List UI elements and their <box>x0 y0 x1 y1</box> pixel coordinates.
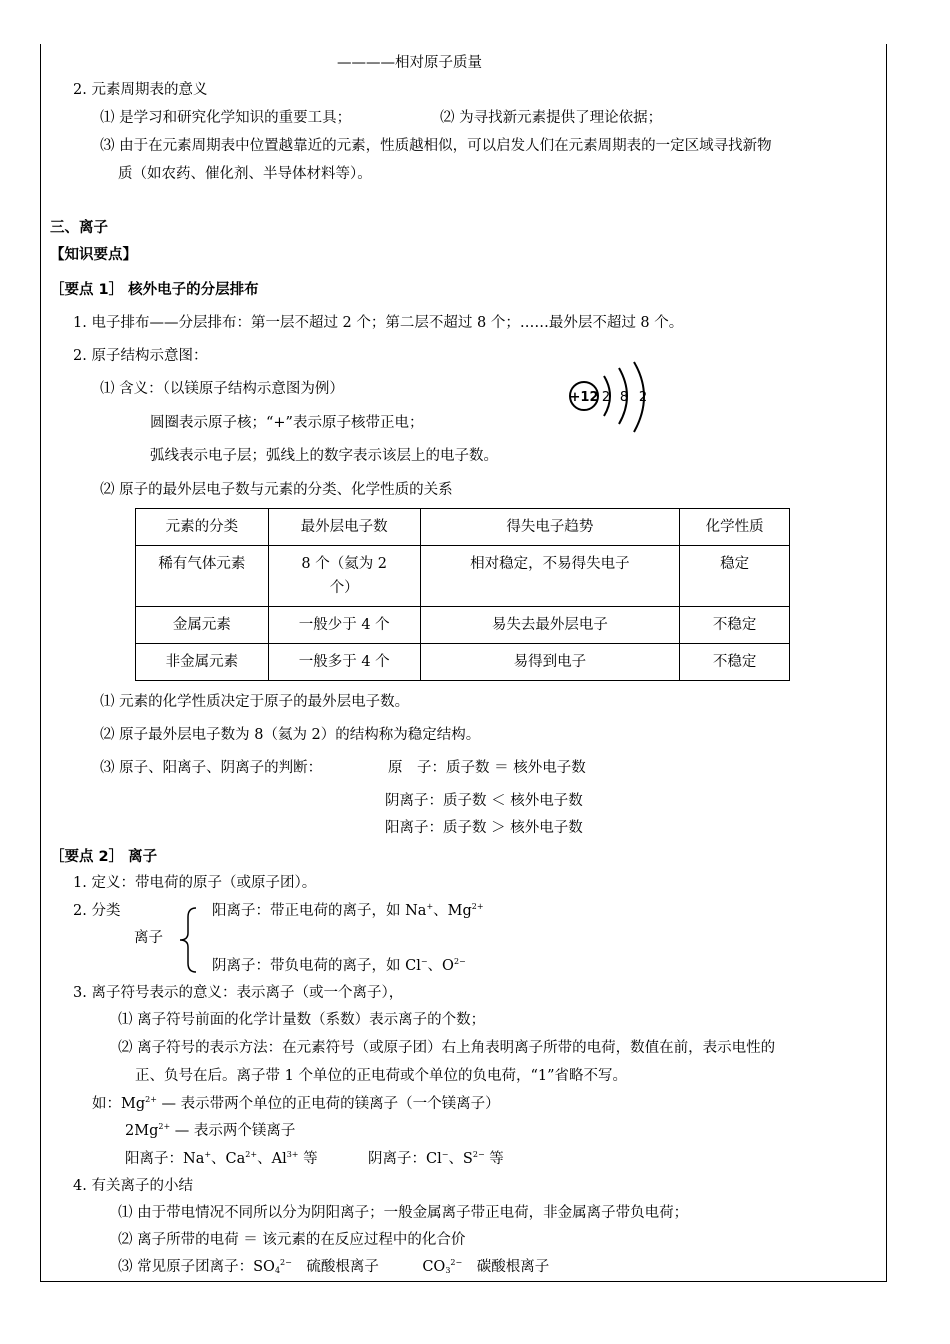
shell-count-3: 2 <box>638 390 648 405</box>
table-cell: 非金属元素 <box>136 644 269 681</box>
kp2-l4b: ⑵ 离子所带的电荷 ＝ 该元素的在反应过程中的化合价 <box>118 1232 466 1248</box>
table-row <box>136 607 790 644</box>
sec2-p3a: ⑶ 由于在元素周期表中位置越靠近的元素，性质越相似，可以启发人们在元素周期表的一定区域寻找新物 <box>100 138 772 154</box>
left-brace <box>176 905 200 975</box>
kp1-l5: 弧线表示电子层；弧线上的数字表示该层上的电子数。 <box>150 448 498 464</box>
sec2-p1a: ⑴ 是学习和研究化学知识的重要工具； <box>100 110 352 126</box>
table-header-cell: 化学性质 <box>680 509 790 546</box>
kp2-l4c: ⑶ 常见原子团离子：$SO_4^{2-}$ 硫酸根离子 $CO_3^{2-}$ 碳酸根离子 <box>118 1258 550 1275</box>
example-1: 如：$Mg^{2+}$ — 表示带两个单位的正电荷的镁离子（一个镁离子） <box>92 1095 500 1112</box>
judge-cation: 阳离子：质子数 ＞ 核外电子数 <box>385 820 583 836</box>
kp2-l3a: ⑴ 离子符号前面的化学计量数（系数）表示离子的个数； <box>118 1012 486 1028</box>
table-cell: 一般少于 4 个 <box>268 607 420 644</box>
shell-count-2: 8 <box>619 390 629 405</box>
kp2-l3b1: ⑵ 离子符号的表示方法：在元素符号（或原子团）右上角表明离子所带的电荷，数值在前，表示电性的 <box>118 1040 776 1056</box>
note-2: ⑵ 原子最外层电子数为 8（氦为 2）的结构称为稳定结构。 <box>100 727 481 743</box>
sec3-title: 三、离子 <box>50 220 108 236</box>
table-header-row <box>136 509 790 546</box>
kp2-cls: 2. 分类 <box>73 903 121 919</box>
kp2-def: 1. 定义：带电荷的原子（或原子团）。 <box>73 875 317 891</box>
table-cell: 稀有气体元素 <box>136 546 269 607</box>
table-header-cell: 得失电子趋势 <box>420 509 680 546</box>
shell-count-1: 2 <box>601 390 611 405</box>
kp1-l6: ⑵ 原子的最外层电子数与元素的分类、化学性质的关系 <box>100 482 453 498</box>
kp2-cation: 阳离子：带正电荷的离子，如 Na+、$Mg^{2+}$ <box>212 902 484 919</box>
table-header-cell: 元素的分类 <box>136 509 269 546</box>
nucleus-label: +12 <box>569 390 599 405</box>
table-header-cell: 最外层电子数 <box>268 509 420 546</box>
kp1-l3: ⑴ 含义：（以镁原子结构示意图为例） <box>100 381 344 397</box>
kp2-l3b2: 正、负号在后。离子带 1 个单位的正电荷或个单位的负电荷，“1”省略不写。 <box>135 1068 627 1084</box>
kp1-l1: 1. 电子排布——分层排布：第一层不超过 2 个；第二层不超过 8 个；……最外层不超过 8 个。 <box>73 315 684 331</box>
table-cell: 相对稳定，不易得失电子 <box>420 546 680 607</box>
example-2: $2Mg^{2+}$ — 表示两个镁离子 <box>125 1122 296 1139</box>
table-cell: 不稳定 <box>680 607 790 644</box>
table-cell: 8 个（氦为 2 个） <box>268 546 420 607</box>
note-1: ⑴ 元素的化学性质决定于原子的最外层电子数。 <box>100 694 410 710</box>
table-cell: 金属元素 <box>136 607 269 644</box>
note-3: ⑶ 原子、阳离子、阴离子的判断： <box>100 760 323 776</box>
table-cell: 稳定 <box>680 546 790 607</box>
kp2-title: ［要点 2］ 离子 <box>50 849 158 865</box>
anion-examples: 阴离子：Cl−、$S^{2-}$ 等 <box>368 1150 504 1167</box>
judge-atom: 原 子：质子数 ＝ 核外电子数 <box>388 760 586 776</box>
kp1-l4: 圆圈表示原子核；“+”表示原子核带正电； <box>150 415 424 431</box>
table-row <box>136 546 790 607</box>
knowledge-heading: 【知识要点】 <box>50 247 137 263</box>
kp2-l4: 4. 有关离子的小结 <box>73 1178 193 1194</box>
kp2-anion: 阴离子：带负电荷的离子，如 Cl−、$O^{2-}$ <box>212 957 466 974</box>
sec2-p1b: ⑵ 为寻找新元素提供了理论依据； <box>440 110 663 126</box>
judge-anion: 阴离子：质子数 ＜ 核外电子数 <box>385 793 583 809</box>
element-classification-table <box>135 508 790 681</box>
kp2-ion-label: 离子 <box>134 930 163 946</box>
table-row <box>136 644 790 681</box>
sec2-title: 2. 元素周期表的意义 <box>73 82 208 98</box>
magnesium-atom-diagram <box>560 360 660 440</box>
sec2-p3b: 质（如农药、催化剂、半导体材料等）。 <box>118 166 372 182</box>
kp2-l4a: ⑴ 由于带电情况不同所以分为阴阳离子；一般金属离子带正电荷，非金属离子带负电荷； <box>118 1205 689 1221</box>
table-cell: 易失去最外层电子 <box>420 607 680 644</box>
table-cell: 一般多于 4 个 <box>268 644 420 681</box>
table-cell: 易得到电子 <box>420 644 680 681</box>
cation-examples: 阳离子：Na+、$Ca^{2+}$、$Al^{3+}$ 等 <box>125 1150 318 1167</box>
table-cell: 不稳定 <box>680 644 790 681</box>
kp1-l2: 2. 原子结构示意图： <box>73 348 208 364</box>
kp1-title: ［要点 1］ 核外电子的分层排布 <box>50 282 259 298</box>
kp2-l3: 3. 离子符号表示的意义：表示离子（或一个离子）， <box>73 985 404 1001</box>
top-line: ————相对原子质量 <box>337 55 482 71</box>
